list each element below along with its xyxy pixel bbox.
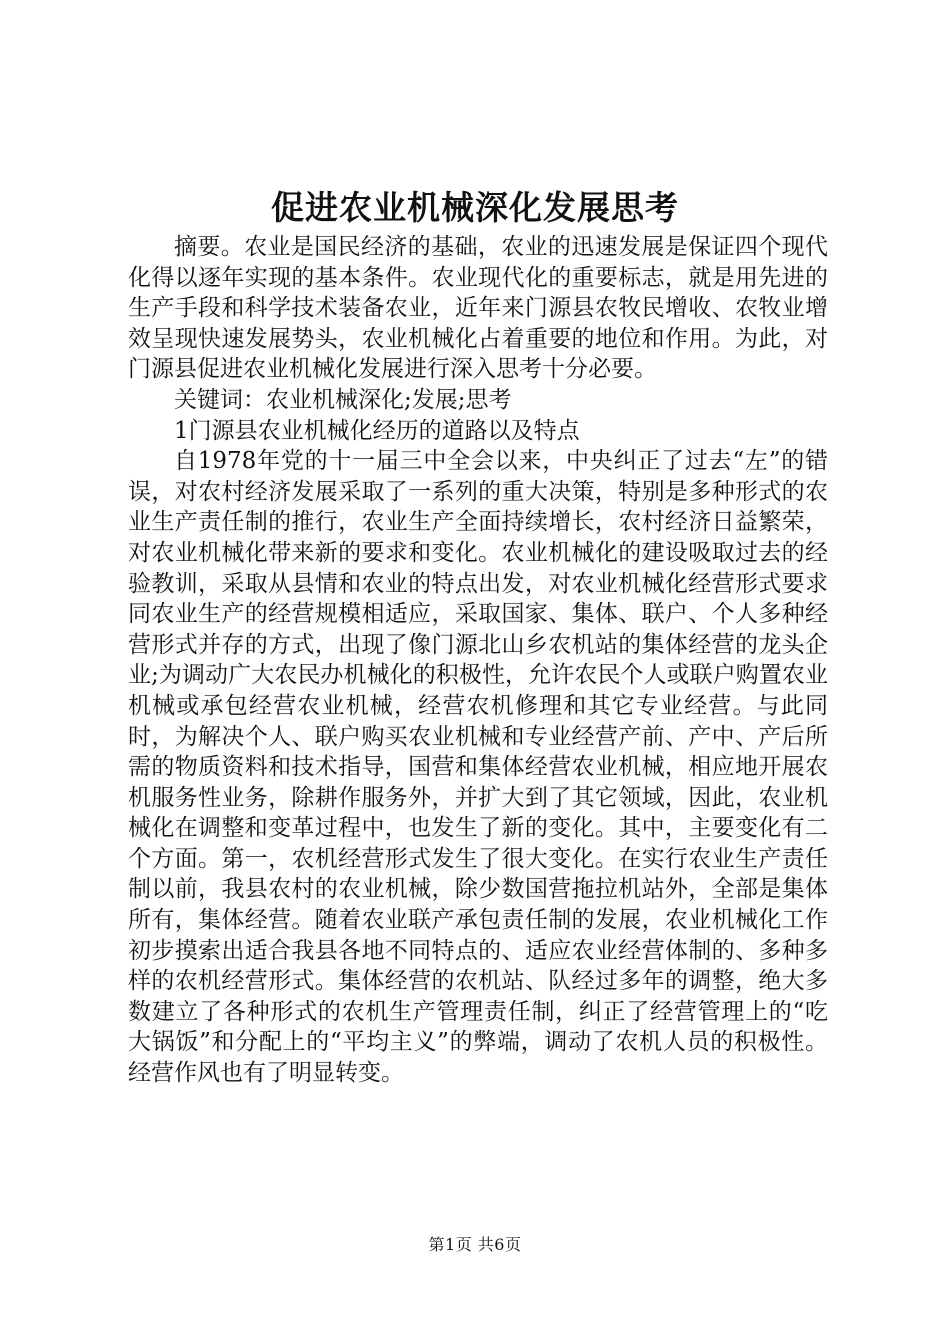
page-footer: 第1页 共6页	[428, 1235, 522, 1254]
document-title: 促进农业机械深化发展思考	[271, 188, 679, 227]
section-heading: 1门源县农业机械化经历的道路以及特点	[174, 417, 580, 444]
body-paragraph: 自1978年党的十一届三中全会以来，中央纠正了过去“左”的错误，对农村经济发展采取了一系列的重大决策，特别是多种形式的农业生产责任制的推行，农业生产全面持续增长，农村经济日益繁荣，对农业机械化带来新的要求和变化。农业机械化的建设吸取过去的经验教训，采取从县情和农业的特点出发，对农业机械化经营形式要求同农业生产的经营规模相适应，采取国家、集体、联户、个人多种经营形式并存的方式，出现了像门源北山乡农机站的集体经营的龙头企业;为调动广大农民办机械化的积极性，允许农民个人或联户购置农业机械或承包经营农业机械，经营农机修理和其它专业经营。与此同时，为解决个人、联户购买农业机械和专业经营产前、产中、产后所需的物质资料和技术指导，国营和集体经营农业机械，相应地开展农机服务性业务，除耕作服务外，并扩大到了其它领域，因此，农业机械化在调整和变革过程中，也发生了新的变化。其中，主要变化有二个方面。第一，农机经营形式发生了很大变化。在实行农业生产责任制以前，我县农村的农业机械，除少数国营拖拉机站外，全部是集体所有，集体经营。随着农业联产承包责任制的发展，农业机械化工作初步摸索出适合我县各地不同特点的、适应农业经营体制的、多种多样的农机经营形式。集体经营的农机站、队经过多年的调整，绝大多数建立了各种形式的农机生产管理责任制，纠正了经营管理上的“吃大锅饭”和分配上的“平均主义”的弊端，调动了农机人员的积极性。经营作风也有了明显转变。	[128, 448, 828, 1087]
keywords-paragraph: 关键词：农业机械深化;发展;思考	[174, 386, 512, 413]
abstract-paragraph: 摘要。农业是国民经济的基础，农业的迅速发展是保证四个现代化得以逐年实现的基本条件。农业现代化的重要标志，就是用先进的生产手段和科学技术装备农业，近年来门源县农牧民增收、农牧业增效呈现快速发展势头，农业机械化占着重要的地位和作用。为此，对门源县促进农业机械化发展进行深入思考十分必要。	[128, 234, 828, 383]
document-body	[128, 232, 828, 1089]
